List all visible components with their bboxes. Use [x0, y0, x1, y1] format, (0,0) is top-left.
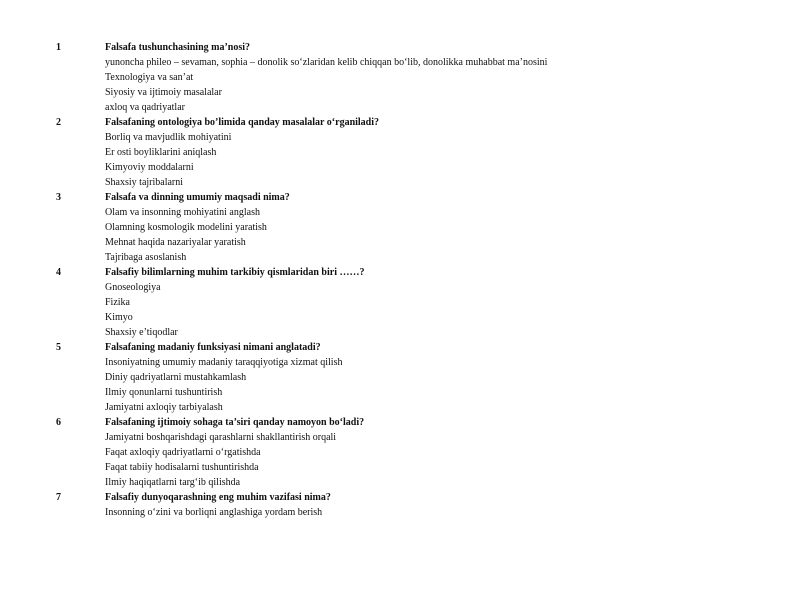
question-block [0, 115, 792, 190]
answer-option-row [0, 220, 792, 235]
answer-option: Olamning kosmologik modelini yaratish [105, 222, 267, 233]
answer-option-row [0, 430, 792, 445]
question-block [0, 415, 792, 490]
question-row [0, 265, 792, 280]
question-text: Falsafiy dunyoqarashning eng muhim vazifasi nima? [105, 492, 331, 503]
question-block [0, 340, 792, 415]
question-text: Falsafaning madaniy funksiyasi nimani anglatadi? [105, 342, 321, 353]
question-number: 2 [56, 117, 61, 128]
answer-option: Texnologiya va san’at [105, 72, 194, 83]
answer-option: Kimyo [105, 312, 133, 323]
question-number: 6 [56, 417, 61, 428]
answer-option-row [0, 295, 792, 310]
question-number: 1 [56, 42, 61, 53]
answer-option-row [0, 160, 792, 175]
question-row [0, 490, 792, 505]
answer-option-row [0, 250, 792, 265]
answer-option: Faqat axloqiy qadriyatlarni o‘rgatishda [105, 447, 261, 458]
answer-option: Shaxsiy e’tiqodlar [105, 327, 178, 338]
answer-option-row [0, 70, 792, 85]
answer-option: Tajribaga asoslanish [105, 252, 187, 263]
answer-option-row [0, 85, 792, 100]
answer-option-row [0, 400, 792, 415]
answer-option-row [0, 355, 792, 370]
question-block [0, 490, 792, 520]
answer-option-row [0, 235, 792, 250]
question-row [0, 190, 792, 205]
answer-option: Fizika [105, 297, 130, 308]
answer-option: Shaxsiy tajribalarni [105, 177, 184, 188]
answer-option: Jamiyatni axloqiy tarbiyalash [105, 402, 223, 413]
question-text: Falsafa va dinning umumiy maqsadi nima? [105, 192, 290, 203]
answer-option-row [0, 505, 792, 520]
answer-option: Diniy qadriyatlarni mustahkamlash [105, 372, 247, 383]
answer-option: Kimyoviy moddalarni [105, 162, 194, 173]
answer-option: axloq va qadriyatlar [105, 102, 185, 113]
question-block [0, 190, 792, 265]
question-number: 7 [56, 492, 61, 503]
answer-option-row [0, 145, 792, 160]
answer-option: Ilmiy qonunlarni tushuntirish [105, 387, 223, 398]
answer-option: Olam va insonning mohiyatini anglash [105, 207, 260, 218]
question-list [0, 40, 792, 520]
question-text: Falsafaning ontologiya bo’limida qanday masalalar o‘rganiladi? [105, 117, 380, 128]
answer-option: Faqat tabiiy hodisalarni tushuntirishda [105, 462, 259, 473]
answer-option: Er osti boyliklarini aniqlash [105, 147, 217, 158]
answer-option-row [0, 130, 792, 145]
question-text: Falsafiy bilimlarning muhim tarkibiy qismlaridan biri ……? [105, 267, 365, 278]
answer-option: Gnoseologiya [105, 282, 161, 293]
answer-option: Siyosiy va ijtimoiy masalalar [105, 87, 222, 98]
answer-option-row [0, 100, 792, 115]
answer-option: Jamiyatni boshqarishdagi qarashlarni shakllantirish orqali [105, 432, 337, 443]
question-number: 3 [56, 192, 61, 203]
answer-option: Insoniyatning umumiy madaniy taraqqiyotiga xizmat qilish [105, 357, 343, 368]
question-row [0, 340, 792, 355]
question-row [0, 115, 792, 130]
answer-option-row [0, 175, 792, 190]
question-number: 5 [56, 342, 61, 353]
question-text: Falsafa tushunchasining ma’nosi? [105, 42, 251, 53]
answer-option-row [0, 385, 792, 400]
question-text: Falsafaning ijtimoiy sohaga ta’siri qanday namoyon bo‘ladi? [105, 417, 365, 428]
answer-option-row [0, 205, 792, 220]
answer-option-row [0, 325, 792, 340]
answer-option: Ilmiy haqiqatlarni targ‘ib qilishda [105, 477, 241, 488]
answer-option-row [0, 280, 792, 295]
answer-option: yunoncha phileo – sevaman, sophia – donolik so‘zlaridan kelib chiqqan bo‘lib, donolikka muhabbat ma’nosini [105, 57, 548, 68]
answer-option: Mehnat haqida nazariyalar yaratish [105, 237, 246, 248]
question-row [0, 40, 792, 55]
question-row [0, 415, 792, 430]
answer-option-row [0, 370, 792, 385]
question-block [0, 40, 792, 115]
answer-option: Insonning o‘zini va borliqni anglashiga yordam berish [105, 507, 323, 518]
answer-option: Borliq va mavjudlik mohiyatini [105, 132, 232, 143]
question-number: 4 [56, 267, 61, 278]
question-block [0, 265, 792, 340]
answer-option-row [0, 445, 792, 460]
answer-option-row [0, 460, 792, 475]
answer-option-row [0, 55, 792, 70]
answer-option-row [0, 310, 792, 325]
answer-option-row [0, 475, 792, 490]
